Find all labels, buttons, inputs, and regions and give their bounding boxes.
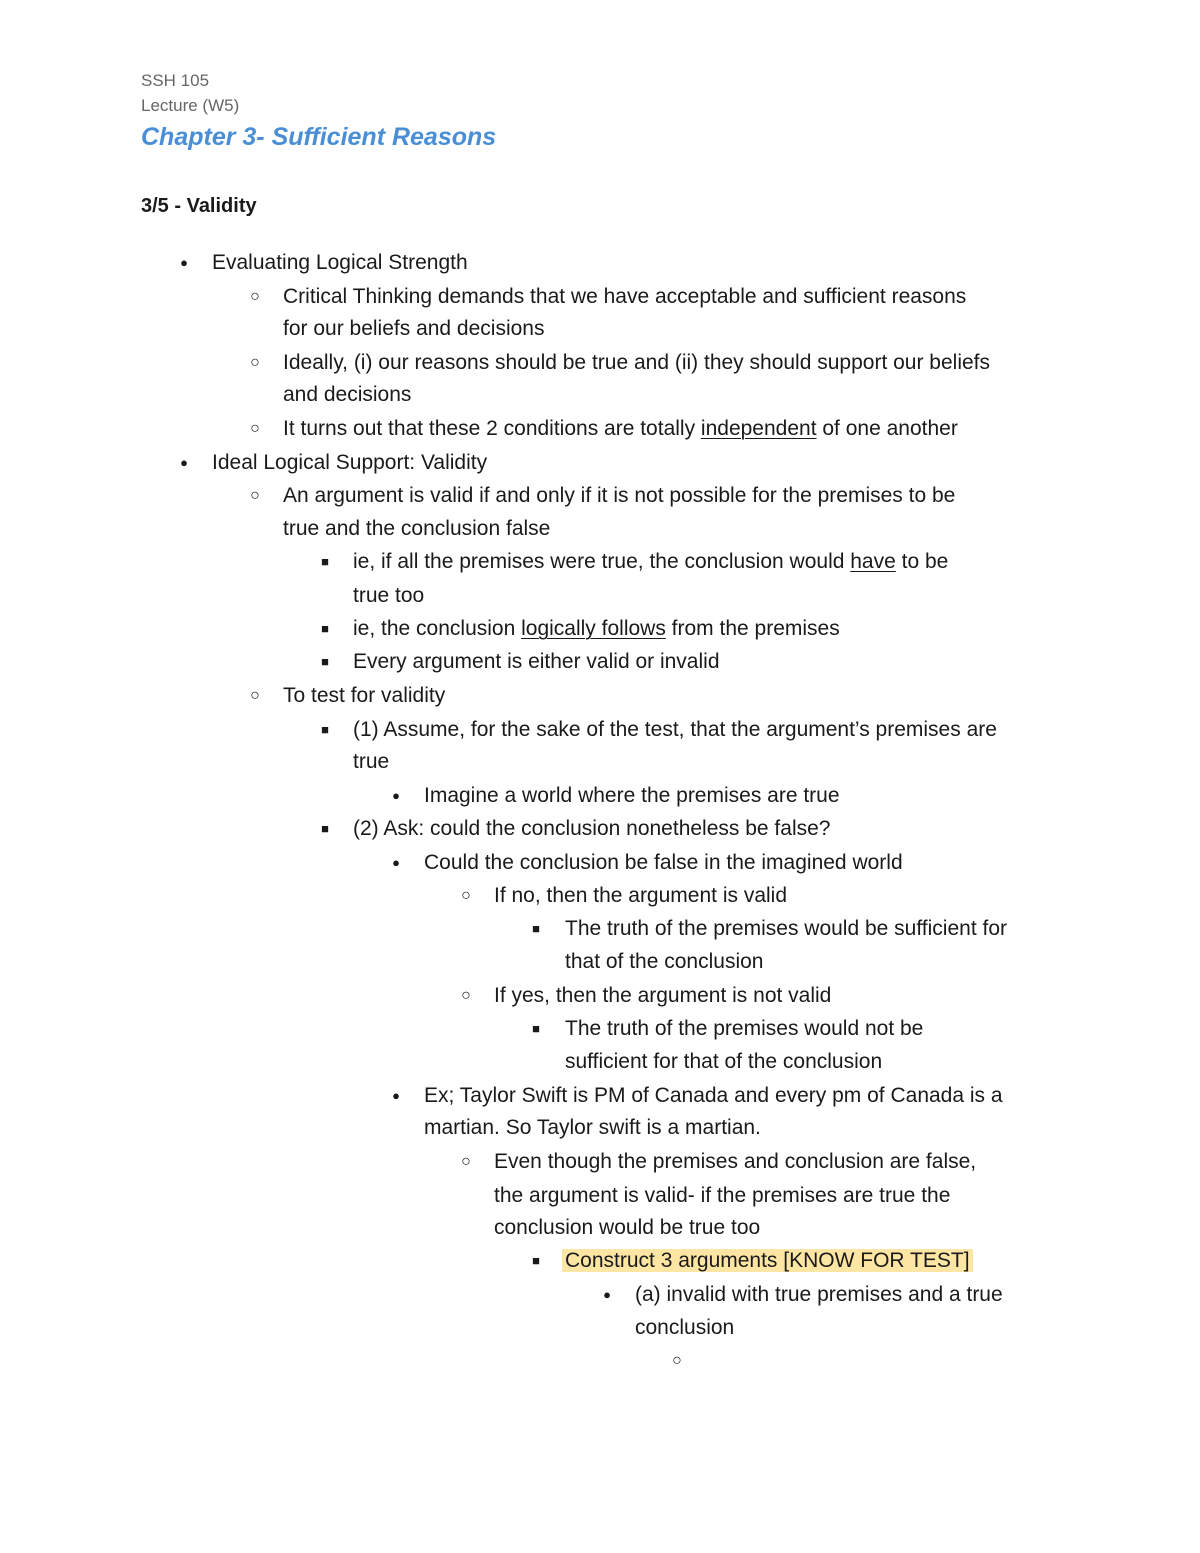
- list-item-continuation: martian. So Taylor swift is a martian.: [424, 1116, 761, 1139]
- disc-bullet-icon: [172, 246, 196, 279]
- list-item: The truth of the premises would be sufficient for: [565, 917, 1008, 940]
- chapter-title: Chapter 3- Sufficient Reasons: [141, 123, 497, 151]
- text-run: ie, the conclusion: [353, 617, 522, 640]
- text-run: It turns out that these 2 conditions are totally: [283, 417, 701, 440]
- list-item-continuation: true too: [353, 584, 425, 607]
- list-item: An argument is valid if and only if it is not possible for the premises to be: [283, 484, 956, 507]
- text-run: ie, if all the premises were true, the conclusion would: [353, 550, 851, 573]
- circle-bullet-icon: [454, 979, 478, 1012]
- underlined-term: have: [850, 550, 896, 573]
- list-item-continuation: the argument is valid- if the premises are true the: [494, 1184, 951, 1207]
- list-item: Every argument is either valid or invalid: [353, 650, 720, 673]
- underlined-term: logically follows: [521, 617, 666, 640]
- list-item-continuation: conclusion: [635, 1316, 735, 1339]
- list-item: Could the conclusion be false in the imagined world: [424, 851, 903, 874]
- circle-bullet-icon: [243, 412, 267, 445]
- list-item-continuation: sufficient for that of the conclusion: [565, 1050, 883, 1073]
- disc-bullet-icon: [384, 779, 408, 812]
- list-item: [353, 612, 840, 645]
- section-heading: 3/5 - Validity: [141, 195, 257, 217]
- highlight-text: Construct 3 arguments [KNOW FOR TEST]: [562, 1249, 973, 1272]
- list-item: (1) Assume, for the sake of the test, that the argument’s premises are: [353, 718, 997, 741]
- square-bullet-icon: [313, 612, 337, 645]
- disc-bullet-icon: [384, 1079, 408, 1112]
- square-bullet-icon: [313, 713, 337, 746]
- square-bullet-icon: [313, 545, 337, 578]
- circle-bullet-icon: [243, 346, 267, 379]
- list-item-continuation: and decisions: [283, 383, 412, 406]
- disc-bullet-icon: [172, 446, 196, 479]
- text-run: from the premises: [665, 617, 840, 640]
- text-run: to be: [895, 550, 949, 573]
- disc-bullet-icon: [384, 846, 408, 879]
- list-item: (2) Ask: could the conclusion nonetheless be false?: [353, 817, 831, 840]
- list-item: Even though the premises and conclusion are false,: [494, 1150, 977, 1173]
- circle-bullet-icon: [454, 879, 478, 912]
- text-run: of one another: [816, 417, 958, 440]
- square-bullet-icon: [313, 812, 337, 845]
- list-item-continuation: that of the conclusion: [565, 950, 764, 973]
- list-item: Imagine a world where the premises are true: [424, 784, 840, 807]
- course-code: SSH 105: [141, 71, 210, 90]
- list-item: If yes, then the argument is not valid: [494, 984, 832, 1007]
- lecture-label: Lecture (W5): [141, 96, 240, 115]
- list-item: (a) invalid with true premises and a true: [635, 1283, 1003, 1306]
- underlined-term: independent: [700, 417, 817, 440]
- circle-bullet-icon: [665, 1344, 689, 1377]
- list-item: The truth of the premises would not be: [565, 1017, 924, 1040]
- square-bullet-icon: [524, 1244, 548, 1277]
- list-item: If no, then the argument is valid: [494, 884, 788, 907]
- square-bullet-icon: [524, 912, 548, 945]
- list-item: [353, 545, 948, 578]
- list-item: Critical Thinking demands that we have acceptable and sufficient reasons: [283, 285, 967, 308]
- square-bullet-icon: [524, 1012, 548, 1045]
- disc-bullet-icon: [595, 1278, 619, 1311]
- list-item: Ideal Logical Support: Validity: [212, 451, 488, 474]
- list-item-continuation: true: [353, 750, 390, 773]
- circle-bullet-icon: [454, 1145, 478, 1178]
- circle-bullet-icon: [243, 479, 267, 512]
- square-bullet-icon: [313, 645, 337, 678]
- list-item: Ideally, (i) our reasons should be true and (ii) they should support our beliefs: [283, 351, 990, 374]
- circle-bullet-icon: [243, 679, 267, 712]
- list-item-continuation: for our beliefs and decisions: [283, 317, 545, 340]
- list-item-continuation: conclusion would be true too: [494, 1216, 761, 1239]
- list-item: [283, 412, 958, 445]
- list-item: Evaluating Logical Strength: [212, 251, 468, 274]
- highlighted-item: [565, 1244, 973, 1277]
- list-item: Ex; Taylor Swift is PM of Canada and every pm of Canada is a: [424, 1084, 1003, 1107]
- list-item: To test for validity: [283, 684, 446, 707]
- circle-bullet-icon: [243, 280, 267, 313]
- list-item-continuation: true and the conclusion false: [283, 517, 551, 540]
